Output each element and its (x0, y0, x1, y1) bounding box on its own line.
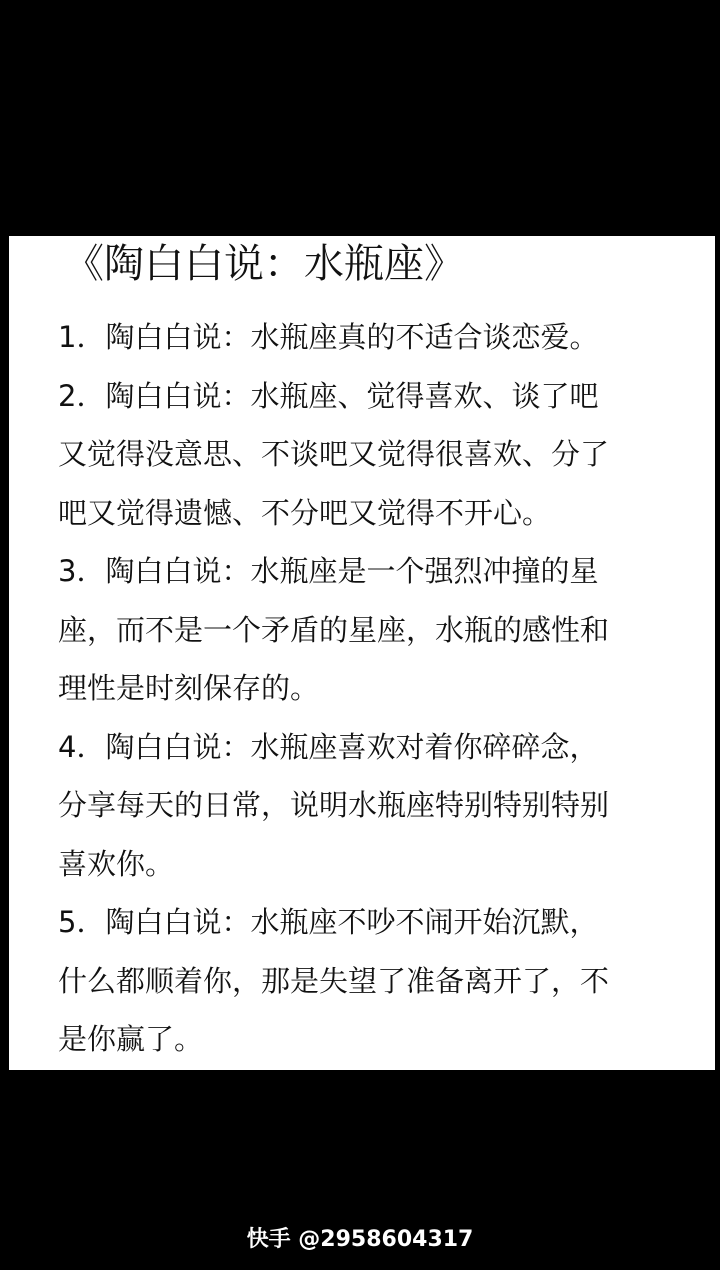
item-line: 2．陶白白说：水瓶座、觉得喜欢、谈了吧 (58, 378, 599, 413)
item-line: 4．陶白白说：水瓶座喜欢对着你碎碎念， (58, 729, 599, 764)
list-item (58, 718, 678, 894)
item-line: 1．陶白白说：水瓶座真的不适合谈恋爱。 (58, 320, 599, 354)
list-item (58, 308, 678, 367)
item-line: 喜欢你。 (58, 846, 175, 881)
list-item (58, 893, 678, 1069)
item-line: 又觉得没意思、不谈吧又觉得很喜欢、分了 (58, 437, 610, 471)
item-line: 3．陶白白说：水瓶座是一个强烈冲撞的星 (58, 554, 599, 588)
item-line: 什么都顺着你，那是失望了准备离开了，不 (58, 963, 610, 998)
quote-list (58, 308, 678, 1069)
page-title: 《陶白白说：水瓶座》 (64, 241, 464, 287)
item-line: 吧又觉得遗憾、不分吧又觉得不开心。 (58, 495, 552, 530)
list-item (58, 367, 678, 543)
item-line: 分享每天的日常，说明水瓶座特别特别特别 (58, 788, 610, 822)
item-line: 理性是时刻保存的。 (58, 671, 320, 705)
item-line: 5．陶白白说：水瓶座不吵不闹开始沉默， (58, 905, 599, 939)
watermark: 快手 @2958604317 (246, 1227, 474, 1252)
item-line: 是你赢了。 (58, 1022, 204, 1056)
item-line: 座，而不是一个矛盾的星座，水瓶的感性和 (58, 612, 610, 647)
list-item (58, 542, 678, 718)
